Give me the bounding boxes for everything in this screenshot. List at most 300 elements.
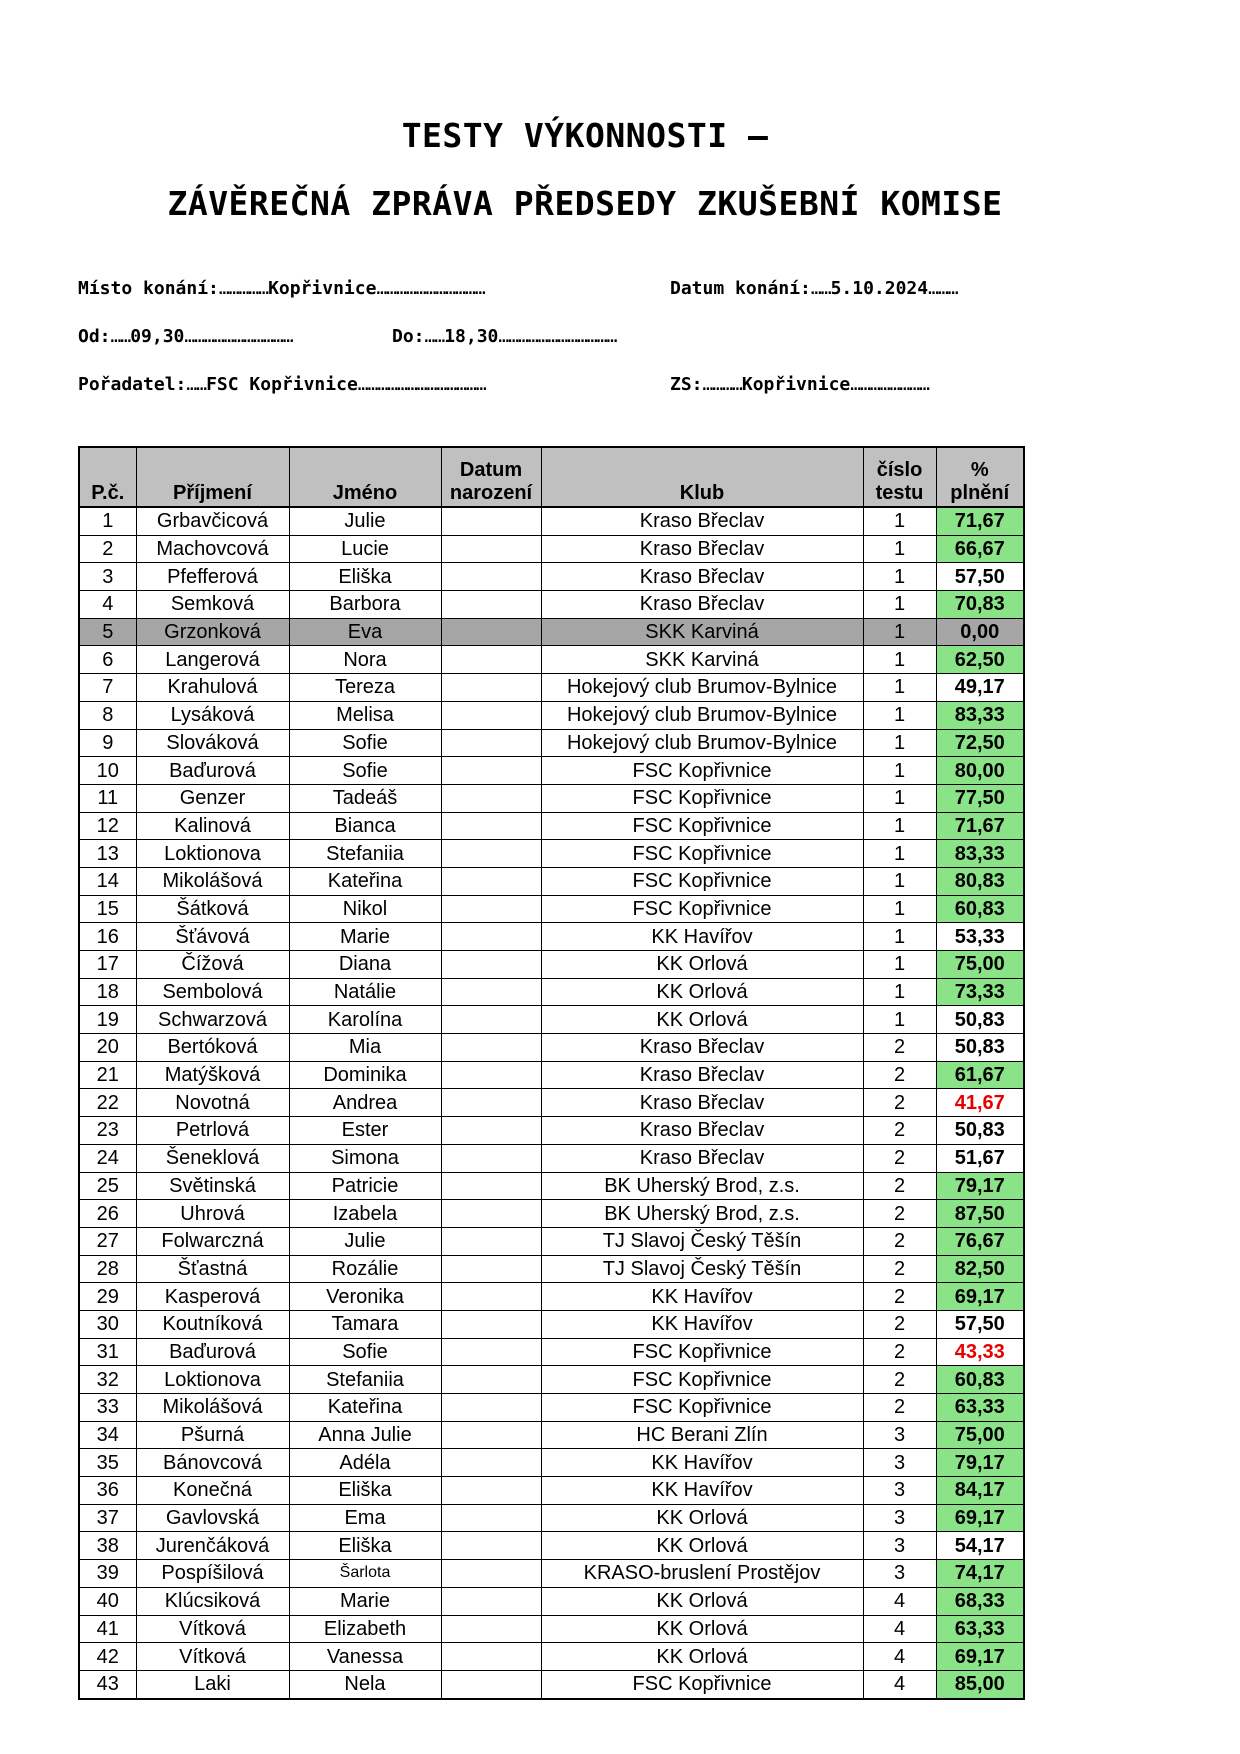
table-row	[79, 812, 1024, 840]
cell-surname: Mikolášová	[136, 1394, 289, 1422]
cell-test-number: 1	[863, 701, 936, 729]
cell-percent: 73,33	[936, 978, 1024, 1006]
cell-percent: 80,00	[936, 757, 1024, 785]
cell-percent: 83,33	[936, 840, 1024, 868]
cell-birth-date	[441, 535, 541, 563]
cell-no: 21	[79, 1061, 136, 1089]
date-field: Datum konání:……5.10.2024………	[670, 278, 958, 299]
cell-name: Stefaniia	[289, 1366, 441, 1394]
table-row	[79, 591, 1024, 619]
cell-name: Dominika	[289, 1061, 441, 1089]
cell-club: Kraso Břeclav	[541, 563, 863, 591]
table-row	[79, 1643, 1024, 1671]
cell-percent: 69,17	[936, 1643, 1024, 1671]
table-row	[79, 1532, 1024, 1560]
cell-no: 17	[79, 951, 136, 979]
cell-surname: Uhrová	[136, 1200, 289, 1228]
cell-test-number: 4	[863, 1615, 936, 1643]
table-row	[79, 729, 1024, 757]
cell-birth-date	[441, 757, 541, 785]
cell-birth-date	[441, 784, 541, 812]
cell-test-number: 3	[863, 1477, 936, 1505]
cell-name: Eliška	[289, 1532, 441, 1560]
table-row	[79, 1172, 1024, 1200]
cell-surname: Loktionova	[136, 1366, 289, 1394]
table-row	[79, 1615, 1024, 1643]
cell-percent: 0,00	[936, 618, 1024, 646]
table-row	[79, 1394, 1024, 1422]
cell-birth-date	[441, 1283, 541, 1311]
cell-no: 29	[79, 1283, 136, 1311]
cell-club: KK Havířov	[541, 1449, 863, 1477]
cell-test-number: 1	[863, 674, 936, 702]
cell-no: 35	[79, 1449, 136, 1477]
cell-percent: 51,67	[936, 1144, 1024, 1172]
cell-name: Diana	[289, 951, 441, 979]
to-field: Do:……18,30………………………………	[392, 326, 617, 347]
header-pct-line2: plnění	[950, 482, 1010, 504]
cell-surname: Vítková	[136, 1615, 289, 1643]
table-row	[79, 674, 1024, 702]
cell-club: FSC Kopřivnice	[541, 757, 863, 785]
cell-surname: Petrlová	[136, 1117, 289, 1145]
zs-field: ZS:…………Kopřivnice……………………	[670, 374, 929, 395]
table-row	[79, 1421, 1024, 1449]
cell-no: 22	[79, 1089, 136, 1117]
cell-no: 18	[79, 978, 136, 1006]
cell-percent: 75,00	[936, 951, 1024, 979]
cell-club: FSC Kopřivnice	[541, 1366, 863, 1394]
cell-birth-date	[441, 1089, 541, 1117]
cell-birth-date	[441, 1670, 541, 1698]
cell-test-number: 1	[863, 978, 936, 1006]
cell-surname: Koutníková	[136, 1310, 289, 1338]
cell-birth-date	[441, 701, 541, 729]
cell-surname: Slováková	[136, 729, 289, 757]
cell-club: FSC Kopřivnice	[541, 840, 863, 868]
cell-birth-date	[441, 1144, 541, 1172]
cell-club: KK Havířov	[541, 923, 863, 951]
cell-test-number: 2	[863, 1089, 936, 1117]
cell-name: Tadeáš	[289, 784, 441, 812]
cell-test-number: 4	[863, 1643, 936, 1671]
cell-percent: 84,17	[936, 1477, 1024, 1505]
cell-percent: 74,17	[936, 1560, 1024, 1588]
cell-birth-date	[441, 1532, 541, 1560]
header-club: Klub	[541, 447, 863, 507]
table-row	[79, 1477, 1024, 1505]
cell-surname: Šťávová	[136, 923, 289, 951]
cell-test-number: 1	[863, 757, 936, 785]
cell-name: Nikol	[289, 895, 441, 923]
cell-no: 27	[79, 1227, 136, 1255]
place-field: Místo konání:……………Kopřivnice……………………………	[78, 278, 485, 299]
cell-birth-date	[441, 674, 541, 702]
cell-name: Ema	[289, 1504, 441, 1532]
cell-test-number: 4	[863, 1587, 936, 1615]
zs-value: Kopřivnice	[741, 374, 851, 395]
cell-percent: 71,67	[936, 507, 1024, 535]
cell-name: Julie	[289, 507, 441, 535]
cell-birth-date	[441, 729, 541, 757]
cell-club: KK Orlová	[541, 951, 863, 979]
cell-name: Marie	[289, 923, 441, 951]
cell-percent: 60,83	[936, 895, 1024, 923]
table-row	[79, 1283, 1024, 1311]
header-test-line1: číslo	[876, 459, 923, 481]
cell-no: 2	[79, 535, 136, 563]
cell-test-number: 4	[863, 1670, 936, 1698]
cell-birth-date	[441, 1587, 541, 1615]
cell-name: Sofie	[289, 1338, 441, 1366]
cell-percent: 72,50	[936, 729, 1024, 757]
cell-no: 24	[79, 1144, 136, 1172]
organizer-value: FSC Kopřivnice	[206, 374, 358, 395]
cell-birth-date	[441, 646, 541, 674]
cell-club: KK Havířov	[541, 1477, 863, 1505]
cell-test-number: 1	[863, 646, 936, 674]
cell-name: Eva	[289, 618, 441, 646]
cell-surname: Šeneklová	[136, 1144, 289, 1172]
header-test-line2: testu	[875, 482, 924, 504]
cell-no: 7	[79, 674, 136, 702]
cell-birth-date	[441, 563, 541, 591]
cell-club: KK Orlová	[541, 1504, 863, 1532]
cell-name: Anna Julie	[289, 1421, 441, 1449]
cell-surname: Matýšková	[136, 1061, 289, 1089]
cell-birth-date	[441, 1172, 541, 1200]
cell-no: 9	[79, 729, 136, 757]
table-row	[79, 951, 1024, 979]
cell-no: 39	[79, 1560, 136, 1588]
cell-name: Natálie	[289, 978, 441, 1006]
table-row	[79, 1227, 1024, 1255]
cell-birth-date	[441, 507, 541, 535]
cell-percent: 79,17	[936, 1172, 1024, 1200]
cell-surname: Semková	[136, 591, 289, 619]
cell-birth-date	[441, 840, 541, 868]
cell-name: Julie	[289, 1227, 441, 1255]
cell-surname: Sembolová	[136, 978, 289, 1006]
cell-percent: 75,00	[936, 1421, 1024, 1449]
header-pct	[936, 447, 1024, 507]
from-field: Od:……09,30……………………………	[78, 326, 293, 347]
cell-club: Kraso Břeclav	[541, 1117, 863, 1145]
cell-name: Elizabeth	[289, 1615, 441, 1643]
zs-label: ZS:	[670, 374, 703, 395]
cell-test-number: 2	[863, 1172, 936, 1200]
cell-name: Ester	[289, 1117, 441, 1145]
place-value: Kopřivnice	[268, 278, 377, 299]
table-row	[79, 1089, 1024, 1117]
cell-no: 13	[79, 840, 136, 868]
cell-surname: Mikolášová	[136, 867, 289, 895]
cell-test-number: 2	[863, 1034, 936, 1062]
cell-club: FSC Kopřivnice	[541, 784, 863, 812]
cell-surname: Šátková	[136, 895, 289, 923]
cell-percent: 62,50	[936, 646, 1024, 674]
cell-club: TJ Slavoj Český Těšín	[541, 1255, 863, 1283]
cell-surname: Bánovcová	[136, 1449, 289, 1477]
table-row	[79, 1670, 1024, 1698]
cell-club: BK Uherský Brod, z.s.	[541, 1172, 863, 1200]
cell-name: Patricie	[289, 1172, 441, 1200]
cell-club: TJ Slavoj Český Těšín	[541, 1227, 863, 1255]
cell-percent: 49,17	[936, 674, 1024, 702]
cell-surname: Světinská	[136, 1172, 289, 1200]
cell-name: Eliška	[289, 1477, 441, 1505]
cell-percent: 63,33	[936, 1615, 1024, 1643]
cell-no: 3	[79, 563, 136, 591]
cell-birth-date	[441, 1366, 541, 1394]
cell-no: 23	[79, 1117, 136, 1145]
cell-birth-date	[441, 1338, 541, 1366]
cell-test-number: 1	[863, 591, 936, 619]
header-no: P.č.	[79, 447, 136, 507]
cell-percent: 57,50	[936, 1310, 1024, 1338]
header-name: Jméno	[289, 447, 441, 507]
cell-club: Hokejový club Brumov-Bylnice	[541, 701, 863, 729]
cell-test-number: 2	[863, 1061, 936, 1089]
cell-test-number: 1	[863, 618, 936, 646]
cell-percent: 71,67	[936, 812, 1024, 840]
cell-club: KK Orlová	[541, 978, 863, 1006]
cell-name: Veronika	[289, 1283, 441, 1311]
cell-surname: Pšurná	[136, 1421, 289, 1449]
cell-name: Rozálie	[289, 1255, 441, 1283]
header-birth-line1: Datum	[459, 459, 523, 481]
cell-name: Izabela	[289, 1200, 441, 1228]
cell-percent: 63,33	[936, 1394, 1024, 1422]
cell-name: Šarlota	[289, 1560, 441, 1588]
table-row	[79, 1006, 1024, 1034]
table-row	[79, 1255, 1024, 1283]
cell-name: Melisa	[289, 701, 441, 729]
cell-percent: 77,50	[936, 784, 1024, 812]
cell-surname: Schwarzová	[136, 1006, 289, 1034]
table-row	[79, 1366, 1024, 1394]
cell-surname: Jurenčáková	[136, 1532, 289, 1560]
cell-club: KK Orlová	[541, 1006, 863, 1034]
cell-club: KK Orlová	[541, 1615, 863, 1643]
cell-birth-date	[441, 951, 541, 979]
cell-name: Tereza	[289, 674, 441, 702]
cell-no: 4	[79, 591, 136, 619]
cell-birth-date	[441, 1310, 541, 1338]
cell-club: KK Havířov	[541, 1283, 863, 1311]
table-row	[79, 1504, 1024, 1532]
cell-birth-date	[441, 923, 541, 951]
header-test	[863, 447, 936, 507]
cell-no: 16	[79, 923, 136, 951]
cell-percent: 70,83	[936, 591, 1024, 619]
cell-surname: Grbavčicová	[136, 507, 289, 535]
cell-no: 10	[79, 757, 136, 785]
cell-club: FSC Kopřivnice	[541, 1670, 863, 1698]
cell-name: Kateřina	[289, 867, 441, 895]
table-row	[79, 563, 1024, 591]
cell-surname: Grzonková	[136, 618, 289, 646]
cell-club: FSC Kopřivnice	[541, 812, 863, 840]
date-value: 5.10.2024	[830, 278, 929, 299]
cell-percent: 61,67	[936, 1061, 1024, 1089]
cell-percent: 87,50	[936, 1200, 1024, 1228]
table-row	[79, 1338, 1024, 1366]
report-title-line1: TESTY VÝKONNOSTI –	[401, 116, 769, 155]
table-row	[79, 1587, 1024, 1615]
cell-no: 32	[79, 1366, 136, 1394]
cell-club: FSC Kopřivnice	[541, 1338, 863, 1366]
cell-birth-date	[441, 591, 541, 619]
cell-name: Mia	[289, 1034, 441, 1062]
cell-test-number: 1	[863, 535, 936, 563]
cell-surname: Laki	[136, 1670, 289, 1698]
cell-birth-date	[441, 1477, 541, 1505]
cell-club: KRASO-bruslení Prostějov	[541, 1560, 863, 1588]
cell-percent: 43,33	[936, 1338, 1024, 1366]
results-body	[79, 507, 1024, 1699]
table-row	[79, 535, 1024, 563]
cell-club: KK Havířov	[541, 1310, 863, 1338]
cell-name: Sofie	[289, 757, 441, 785]
cell-club: Kraso Břeclav	[541, 1089, 863, 1117]
cell-no: 26	[79, 1200, 136, 1228]
header-birth	[441, 447, 541, 507]
cell-no: 20	[79, 1034, 136, 1062]
cell-club: KK Orlová	[541, 1532, 863, 1560]
header-surname: Příjmení	[136, 447, 289, 507]
cell-birth-date	[441, 978, 541, 1006]
table-row	[79, 1310, 1024, 1338]
results-table	[78, 446, 1025, 1700]
cell-name: Nora	[289, 646, 441, 674]
cell-test-number: 2	[863, 1227, 936, 1255]
cell-club: Hokejový club Brumov-Bylnice	[541, 729, 863, 757]
cell-percent: 66,67	[936, 535, 1024, 563]
table-row	[79, 867, 1024, 895]
cell-no: 25	[79, 1172, 136, 1200]
cell-test-number: 1	[863, 507, 936, 535]
cell-test-number: 1	[863, 840, 936, 868]
cell-club: Kraso Břeclav	[541, 1061, 863, 1089]
cell-no: 42	[79, 1643, 136, 1671]
cell-birth-date	[441, 1117, 541, 1145]
cell-percent: 50,83	[936, 1034, 1024, 1062]
cell-surname: Lysáková	[136, 701, 289, 729]
cell-percent: 80,83	[936, 867, 1024, 895]
cell-club: FSC Kopřivnice	[541, 895, 863, 923]
cell-birth-date	[441, 812, 541, 840]
cell-test-number: 1	[863, 812, 936, 840]
cell-surname: Pospíšilová	[136, 1560, 289, 1588]
cell-name: Bianca	[289, 812, 441, 840]
cell-surname: Baďurová	[136, 757, 289, 785]
cell-birth-date	[441, 1615, 541, 1643]
cell-name: Tamara	[289, 1310, 441, 1338]
cell-name: Sofie	[289, 729, 441, 757]
cell-birth-date	[441, 1449, 541, 1477]
cell-test-number: 1	[863, 729, 936, 757]
cell-test-number: 3	[863, 1504, 936, 1532]
cell-club: Kraso Břeclav	[541, 535, 863, 563]
cell-percent: 83,33	[936, 701, 1024, 729]
cell-name: Kateřina	[289, 1394, 441, 1422]
cell-name: Stefaniia	[289, 840, 441, 868]
cell-no: 28	[79, 1255, 136, 1283]
cell-club: FSC Kopřivnice	[541, 867, 863, 895]
cell-test-number: 1	[863, 563, 936, 591]
cell-test-number: 1	[863, 784, 936, 812]
cell-test-number: 3	[863, 1421, 936, 1449]
table-row	[79, 646, 1024, 674]
cell-no: 43	[79, 1670, 136, 1698]
cell-test-number: 3	[863, 1449, 936, 1477]
cell-surname: Genzer	[136, 784, 289, 812]
header-birth-line2: narození	[449, 482, 533, 504]
header-pct-line1: %	[970, 459, 989, 481]
cell-surname: Čížová	[136, 951, 289, 979]
cell-club: Kraso Břeclav	[541, 1034, 863, 1062]
cell-test-number: 2	[863, 1394, 936, 1422]
cell-test-number: 2	[863, 1255, 936, 1283]
cell-percent: 53,33	[936, 923, 1024, 951]
table-row	[79, 923, 1024, 951]
cell-club: Hokejový club Brumov-Bylnice	[541, 674, 863, 702]
cell-percent: 54,17	[936, 1532, 1024, 1560]
from-label: Od:	[78, 326, 111, 347]
cell-surname: Folwarczná	[136, 1227, 289, 1255]
cell-no: 31	[79, 1338, 136, 1366]
cell-test-number: 3	[863, 1560, 936, 1588]
cell-no: 34	[79, 1421, 136, 1449]
cell-test-number: 3	[863, 1532, 936, 1560]
cell-birth-date	[441, 1200, 541, 1228]
table-row	[79, 840, 1024, 868]
cell-birth-date	[441, 1643, 541, 1671]
cell-name: Marie	[289, 1587, 441, 1615]
cell-club: HC Berani Zlín	[541, 1421, 863, 1449]
cell-no: 11	[79, 784, 136, 812]
place-label: Místo konání:	[78, 278, 219, 299]
cell-surname: Novotná	[136, 1089, 289, 1117]
cell-test-number: 1	[863, 867, 936, 895]
cell-percent: 76,67	[936, 1227, 1024, 1255]
cell-no: 30	[79, 1310, 136, 1338]
cell-test-number: 2	[863, 1366, 936, 1394]
cell-test-number: 2	[863, 1144, 936, 1172]
cell-test-number: 1	[863, 1006, 936, 1034]
table-row	[79, 978, 1024, 1006]
cell-birth-date	[441, 1504, 541, 1532]
cell-name: Adéla	[289, 1449, 441, 1477]
cell-percent: 79,17	[936, 1449, 1024, 1477]
report-title-line2: ZÁVĚREČNÁ ZPRÁVA PŘEDSEDY ZKUŠEBNÍ KOMISE	[167, 184, 1003, 223]
cell-surname: Langerová	[136, 646, 289, 674]
cell-test-number: 1	[863, 923, 936, 951]
cell-birth-date	[441, 618, 541, 646]
to-value: 18,30	[444, 326, 499, 347]
organizer-field: Pořadatel:……FSC Kopřivnice…………………………………	[78, 374, 486, 395]
cell-birth-date	[441, 1394, 541, 1422]
cell-club: SKK Karviná	[541, 618, 863, 646]
cell-name: Simona	[289, 1144, 441, 1172]
cell-test-number: 2	[863, 1117, 936, 1145]
cell-percent: 50,83	[936, 1006, 1024, 1034]
date-label: Datum konání:	[670, 278, 811, 299]
cell-club: Kraso Břeclav	[541, 1144, 863, 1172]
from-value: 09,30	[130, 326, 185, 347]
cell-club: FSC Kopřivnice	[541, 1394, 863, 1422]
